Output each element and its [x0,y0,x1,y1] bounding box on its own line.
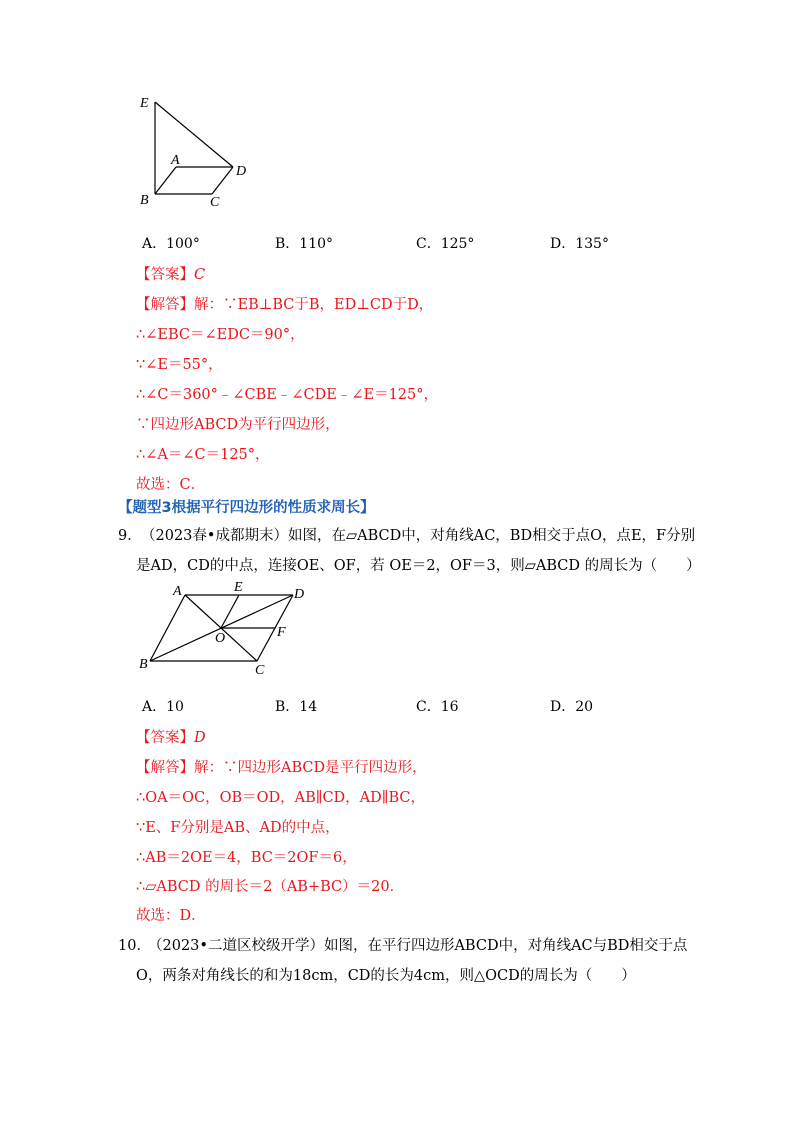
q9-option-a: A．10 [142,699,184,715]
q9-step: ∵E、F分别是AB、AD的中点， [136,820,340,836]
q9-analysis-label: 【解答】 [136,760,194,776]
q9-option-b: B．14 [275,699,318,715]
q9-step: 故选：D． [136,908,206,924]
q8-option-d: D．135° [550,236,609,252]
q8-answer-value: C [194,267,206,283]
q9-answer-value: D [194,730,206,746]
q10-text-1: （2023•二道区校级开学）如图，在平行四边形ABCD中，对角线AC与BD相交于点 [148,938,688,954]
q8-step: ∴∠A＝∠C＝125°， [136,447,270,463]
q9-answer [136,726,206,747]
q9-text-1: （2023春•成都期末）如图，在▱ABCD中，对角线AC，BD相交于点O，点E，F分别 [141,528,696,544]
q9-step: ∴AB＝2OE＝4，BC＝2OF＝6， [136,850,357,866]
label-d: D [294,587,305,602]
q9-option-c: C．16 [416,699,459,715]
section-title: 【题型3根据平行四边形的性质求周长】 [118,500,375,516]
q8-answer [136,263,205,284]
label-b: B [140,193,149,208]
q8-analysis-1 [136,293,433,314]
q8-step: 故选：C． [136,477,206,493]
label-o: O [215,631,226,646]
q8-step: ∵四边形ABCD为平行四边形， [136,417,340,433]
q8-option-c: C．125° [416,236,475,252]
q9-answer-label: 【答案】 [136,730,194,746]
q9-step: ∴OA＝OC，OB＝OD，AB∥CD，AD∥BC， [136,790,425,806]
q9-option-d: D．20 [550,699,594,715]
q9-analysis-1 [136,756,427,777]
label-a: A [173,584,182,599]
q10-number: 10． [118,938,151,954]
q8-step: 解：∵EB⊥BC于B，ED⊥CD于D， [194,297,434,313]
q8-answer-label: 【答案】 [136,267,194,283]
label-f: F [277,625,286,640]
figure-quadrilateral-ebcd [130,88,260,218]
label-d: D [236,164,247,179]
label-c: C [255,663,265,676]
q8-option-b: B．110° [275,236,334,252]
q9-text-2: 是AD，CD的中点，连接OE、OF，若 OE＝2，OF＝3，则▱ABCD 的周长为（ ） [136,558,701,574]
q8-analysis-label: 【解答】 [136,297,194,313]
figure-parallelogram-abcd [135,578,315,676]
q8-step: ∴∠EBC＝∠EDC＝90°， [136,327,305,343]
label-e: E [234,580,243,595]
label-a: A [171,153,180,168]
q9-step: ∴▱ABCD 的周长＝2（AB+BC）＝20． [136,879,405,895]
q8-option-a: A．100° [142,236,200,252]
label-e: E [140,96,149,111]
q8-step: ∵∠E＝55°， [136,357,223,373]
q9-step: 解：∵四边形ABCD是平行四边形， [194,760,427,776]
label-b: B [139,657,148,672]
label-c: C [210,195,220,210]
q8-step: ∴∠C＝360°﹣∠CBE﹣∠CDE﹣∠E＝125°， [136,387,438,403]
q10-text-2: O，两条对角线长的和为18cm，CD的长为4cm，则△OCD的周长为（ ） [136,968,636,984]
q9-number: 9． [118,528,142,544]
